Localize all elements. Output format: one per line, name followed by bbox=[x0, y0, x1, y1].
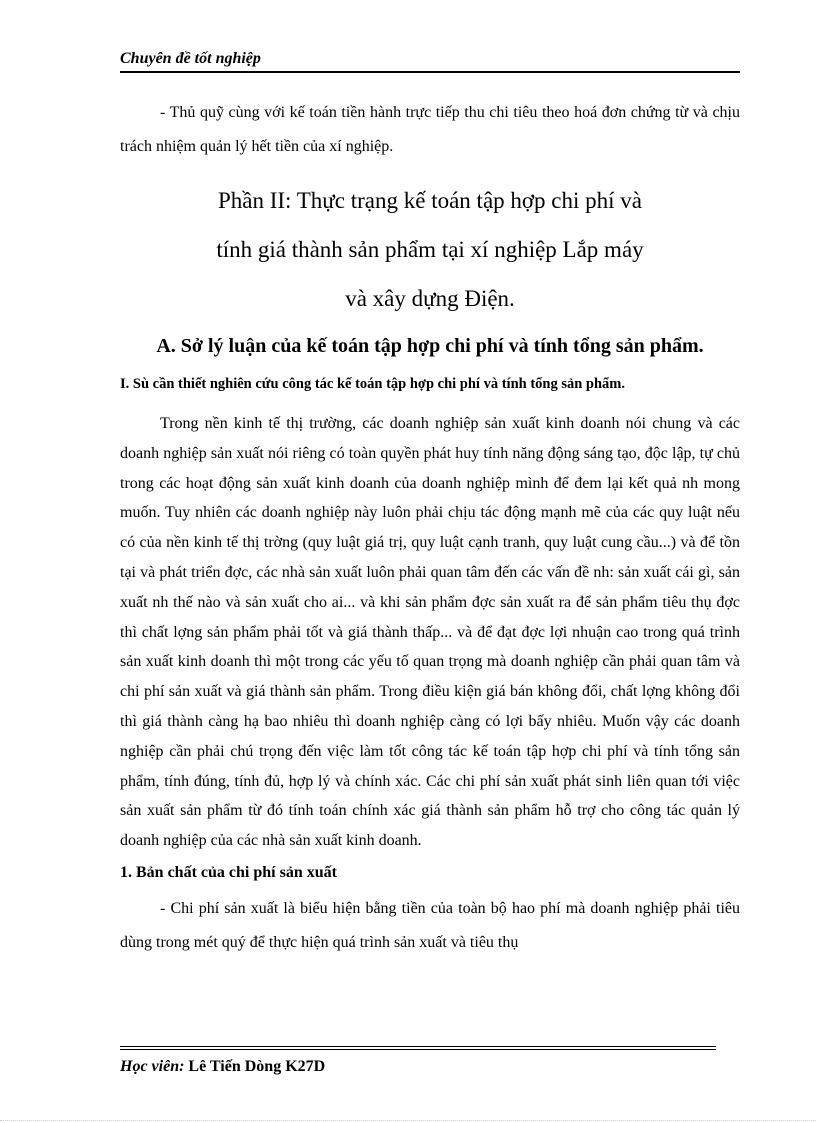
footer-label: Học viên: bbox=[120, 1058, 185, 1075]
part-title-line-1: Phần II: Thực trạng kế toán tập hợp chi phí và bbox=[217, 188, 643, 213]
header-title: Chuyên đề tốt nghiệp bbox=[120, 50, 261, 67]
part-title-line-2: tính giá thành sản phẩm tại xí nghiệp Lắp máy bbox=[216, 237, 644, 262]
last-paragraph: - Chi phí sản xuất là biểu hiện bằng tiền của toàn bộ hao phí mà doanh nghiệp phải tiêu dùng trong mét quý để thực hiện quá trình sản xuất và tiêu thụ bbox=[120, 899, 740, 951]
subsection-i-heading: I. Sù cần thiết nghiên cứu công tác kế toán tập hợp chi phí và tính tổng sản phẩm. bbox=[120, 376, 626, 392]
part-title bbox=[120, 176, 740, 323]
footer-rule-bottom bbox=[120, 1049, 716, 1050]
page-content bbox=[120, 96, 740, 960]
footer-rule-top bbox=[120, 1046, 716, 1047]
page-bottom-dotted-line bbox=[0, 1120, 816, 1121]
section-a-heading: A. Sở lý luận của kế toán tập hợp chi phí và tính tổng sản phẩm. bbox=[156, 335, 704, 357]
header-rule bbox=[120, 71, 740, 73]
part-title-line-3: và xây dựng Điện. bbox=[345, 286, 515, 311]
heading-1: 1. Bản chất của chi phí sản xuất bbox=[120, 863, 337, 881]
footer-name: Lê Tiến Dòng K27D bbox=[188, 1058, 326, 1075]
body-paragraph: Trong nền kinh tế thị trường, các doanh nghiệp sản xuất kinh doanh nói chung và các doanh nghiệp sản xuất nói riêng có toàn quyền phát huy tính năng động sáng tạo, độc lập, tự chủ trong các hoạt động sản xuất kinh doanh của doanh nghiệp mình để đem lại kết quả nh mong muốn. Tuy nhiên các doanh nghiệp này luôn phải chịu tác động mạnh mẽ của các quy luật nếu có của nền kinh tế thị trờng (quy luật giá trị, quy luật cạnh tranh, quy luật cung cầu...) và để tồn tại và phát triển đợc, các nhà sản xuất luôn phải quan tâm đến các vấn đề nh: sản xuất cái gì, sản xuất nh thế nào và sản xuất cho ai... và khi sản phẩm đợc sản xuất ra để sản phẩm tiêu thụ đợc thì chất lợng sản phẩm phải tốt và giá thành thấp... và để đạt đợc lợi nhuận cao trong quá trình sản xuất kinh doanh thì một trong các yếu tố quan trọng mà doanh nghiệp cần phải quan tâm và chi phí sản xuất và giá thành sản phẩm. Trong điều kiện giá bán không đổi, chất lợng không đổi thì giá thành càng hạ bao nhiêu thì doanh nghiệp càng có lợi bấy nhiêu. Muốn vậy các doanh nghiệp cần phải chú trọng đến việc làm tốt công tác kế toán tập hợp chi phí và tính tổng sản phẩm, tính đúng, tính đủ, hợp lý và chính xác. Các chi phí sản xuất phát sinh liên quan tới việc sản xuất sản phẩm từ đó tính toán chính xác giá thành sản phẩm hỗ trợ cho công tác quản lý doanh nghiệp của các nhà sản xuất kinh doanh. bbox=[120, 415, 740, 850]
page-header bbox=[120, 50, 740, 68]
intro-paragraph: - Thủ quỹ cùng với kế toán tiền hành trực tiếp thu chi tiêu theo hoá đơn chứng từ và chịu trách nhiệm quản lý hết tiền của xí nghiệp. bbox=[120, 104, 740, 155]
footer-text bbox=[120, 1058, 325, 1076]
page-footer bbox=[120, 1046, 716, 1075]
